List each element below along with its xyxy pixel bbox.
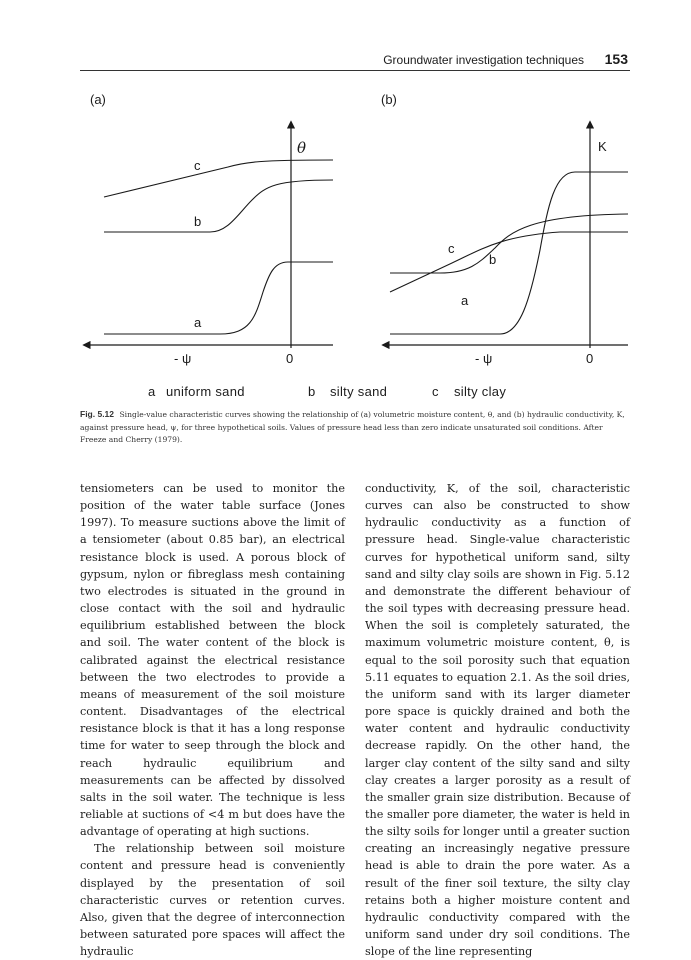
legend-text-b: silty sand — [330, 384, 388, 399]
body-column-right — [365, 480, 630, 960]
panel-b-axes — [383, 122, 628, 348]
panel-b-y-axis-label: K — [598, 139, 607, 154]
panel-b-curve-a-label: a — [461, 293, 469, 308]
panel-a-curves — [104, 160, 333, 334]
panel-b-label: (b) — [381, 92, 397, 107]
figure-5-12 — [0, 0, 691, 400]
panel-b-curve-c-label: c — [448, 241, 455, 256]
panel-a-axes — [84, 122, 333, 348]
running-title: Groundwater investigation techniques — [383, 53, 584, 67]
panel-b-curve-b — [390, 214, 628, 273]
panel-b-origin-label: 0 — [586, 351, 594, 366]
panel-a-curve-b — [104, 180, 333, 232]
figure-caption — [80, 408, 630, 447]
panel-a-curve-c — [104, 160, 333, 197]
left-paragraph-1: tensiometers can be used to monitor the position of the water table surface (Jones 1997). To measure suctions above the limit of a tensiometer (about 0.85 bar), an electrical resistance block is used. A porous block of gypsum, nylon or fibreglass mesh containing two electrodes is situated in the ground in close contact with the soil and hydraulic equilibrium established between the block and soil. The water content of the block is calibrated against the electrical resistance between the two electrodes to provide a means of measurement of the soil moisture content. Disadvantages of the electrical resistance block is that it has a long response time for water to seep through the block and reach hydraulic equilibrium and measurements can be affected by dissolved salts in the soil water. The technique is less reliable at suctions of <4 m but does have the advantage of operating at high suctions. — [80, 482, 345, 839]
right-paragraph-1: conductivity, K, of the soil, characteristic curves can also be constructed to show hydraulic conductivity as a function of pressure head. Single-value characteristic curves for hypothetical uniform sand, silty sand and silty clay soils are shown in Fig. 5.12 and demonstrate the different behaviour of the soil types with decreasing pressure head. When the soil is completely saturated, the maximum volumetric moisture content, θ, is equal to the soil porosity such that equation 5.11 equates to equation 2.1. As the soil dries, the uniform sand with its larger diameter pore space is quickly drained and both the water content and hydraulic conductivity decrease rapidly. On the other hand, the larger clay content of the silty sand and silty clay creates a larger porosity as a result of the smaller grain size distribution. Because of the smaller pore diameter, the water is held in the silty soils for longer until a greater suction creating an increasingly negative pressure head is able to drain the pore water. As a result of the finer soil texture, the silty clay retains both a higher moisture content and hydraulic conductivity compared with the uniform sand under dry soil conditions. The slope of the line representing — [365, 482, 630, 959]
panel-a-label: (a) — [90, 92, 106, 107]
panel-a-curve-a — [104, 262, 333, 334]
legend-text-c: silty clay — [454, 384, 507, 399]
body-column-left — [80, 480, 345, 960]
panel-a-curve-c-label: c — [194, 158, 201, 173]
page-number: 153 — [604, 51, 628, 67]
legend-key-c: c — [432, 384, 439, 399]
panel-b-curves — [390, 172, 628, 334]
panel-b-curve-b-label: b — [489, 252, 497, 267]
legend-key-a: a — [148, 384, 156, 399]
panel-a-curve-b-label: b — [194, 214, 202, 229]
legend-key-b: b — [308, 384, 316, 399]
left-paragraph-2: The relationship between soil moisture content and pressure head is conveniently displayed by the presentation of soil characteristic curves or retention curves. Also, given that the degree of interconnection between saturated pore spaces will affect the hydraulic — [80, 842, 345, 959]
panel-b-x-axis-label: - ψ — [475, 351, 493, 366]
panel-a-curve-a-label: a — [194, 315, 202, 330]
panel-a-origin-label: 0 — [286, 351, 294, 366]
panel-b-curve-c — [390, 232, 628, 292]
figure-caption-label: Fig. 5.12 — [80, 409, 115, 419]
figure-caption-text: Single-value characteristic curves showing the relationship of (a) volumetric moisture content, θ, and (b) hydraulic conductivity, K, against pressure head, ψ, for three hypothetical soils. Values of pressure head less than zero indicate unsaturated soil conditions. After Freeze and Cherry (1979). — [80, 410, 625, 444]
panel-b-curve-a — [390, 172, 628, 334]
legend-text-a: uniform sand — [166, 384, 245, 399]
panel-a-y-axis-label: θ — [297, 139, 307, 157]
panel-a-x-axis-label: - ψ — [174, 351, 192, 366]
